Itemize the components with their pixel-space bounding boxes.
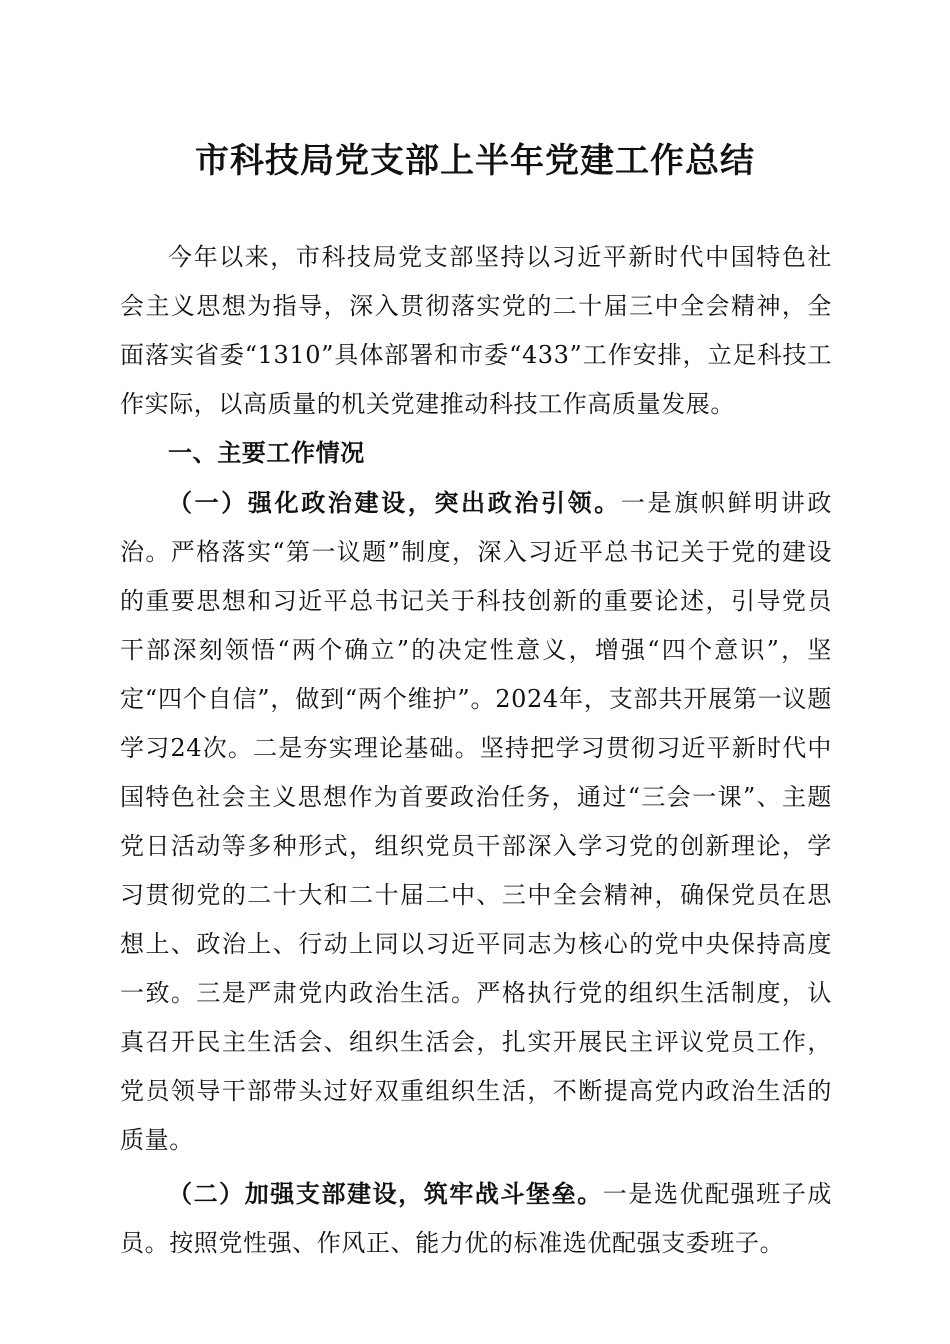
subsection-lead-branch: （二）加强支部建设，筑牢战斗堡垒。 xyxy=(168,1179,603,1208)
section-heading-main-work: 一、主要工作情况 xyxy=(168,439,365,467)
subsection-body-political: 一是旗帜鲜明讲政治。严格落实“第一议题”制度，深入习近平总书记关于党的建设的重要思想和习近平总书记关于科技创新的重要论述，引导党员干部深刻领悟“两个确立”的决定性意义，增强“四个意识”，坚定“四个自信”，做到“两个维护”。2024年，支部共开展第一议题学习24次。二是夯实理论基础。坚持把学习贯彻习近平新时代中国特色社会主义思想作为首要政治任务，通过“三会一课”、主题党日活动等多种形式，组织党员干部深入学习党的创新理论，学习贯彻党的二十大和二十届二中、三中全会精神，确保党员在思想上、政治上、行动上同以习近平同志为核心的党中央保持高度一致。三是严肃党内政治生活。严格执行党的组织生活制度，认真召开民主生活会、组织生活会，扎实开展民主评议党员工作，党员领导干部带头过好双重组织生活，不断提高党内政治生活的质量。 xyxy=(120,489,832,1154)
subsection-lead-political: （一）强化政治建设，突出政治引领。 xyxy=(168,488,621,517)
document-title: 市科技局党支部上半年党建工作总结 xyxy=(195,141,755,181)
intro-paragraph: 今年以来，市科技局党支部坚持以习近平新时代中国特色社会主义思想为指导，深入贯彻落实党的二十届三中全会精神，全面落实省委“1310”具体部署和市委“433”工作安排，立足科技工作实际，以高质量的机关党建推动科技工作高质量发展。 xyxy=(120,243,832,418)
subsection-political-building xyxy=(120,478,832,1165)
document-body xyxy=(120,233,832,1268)
subsection-branch-building xyxy=(120,1169,832,1268)
subsection-body-branch: 一是选优配强班子成员。按照党性强、作风正、能力优的标准选优配强支委班子。 xyxy=(120,1180,833,1257)
